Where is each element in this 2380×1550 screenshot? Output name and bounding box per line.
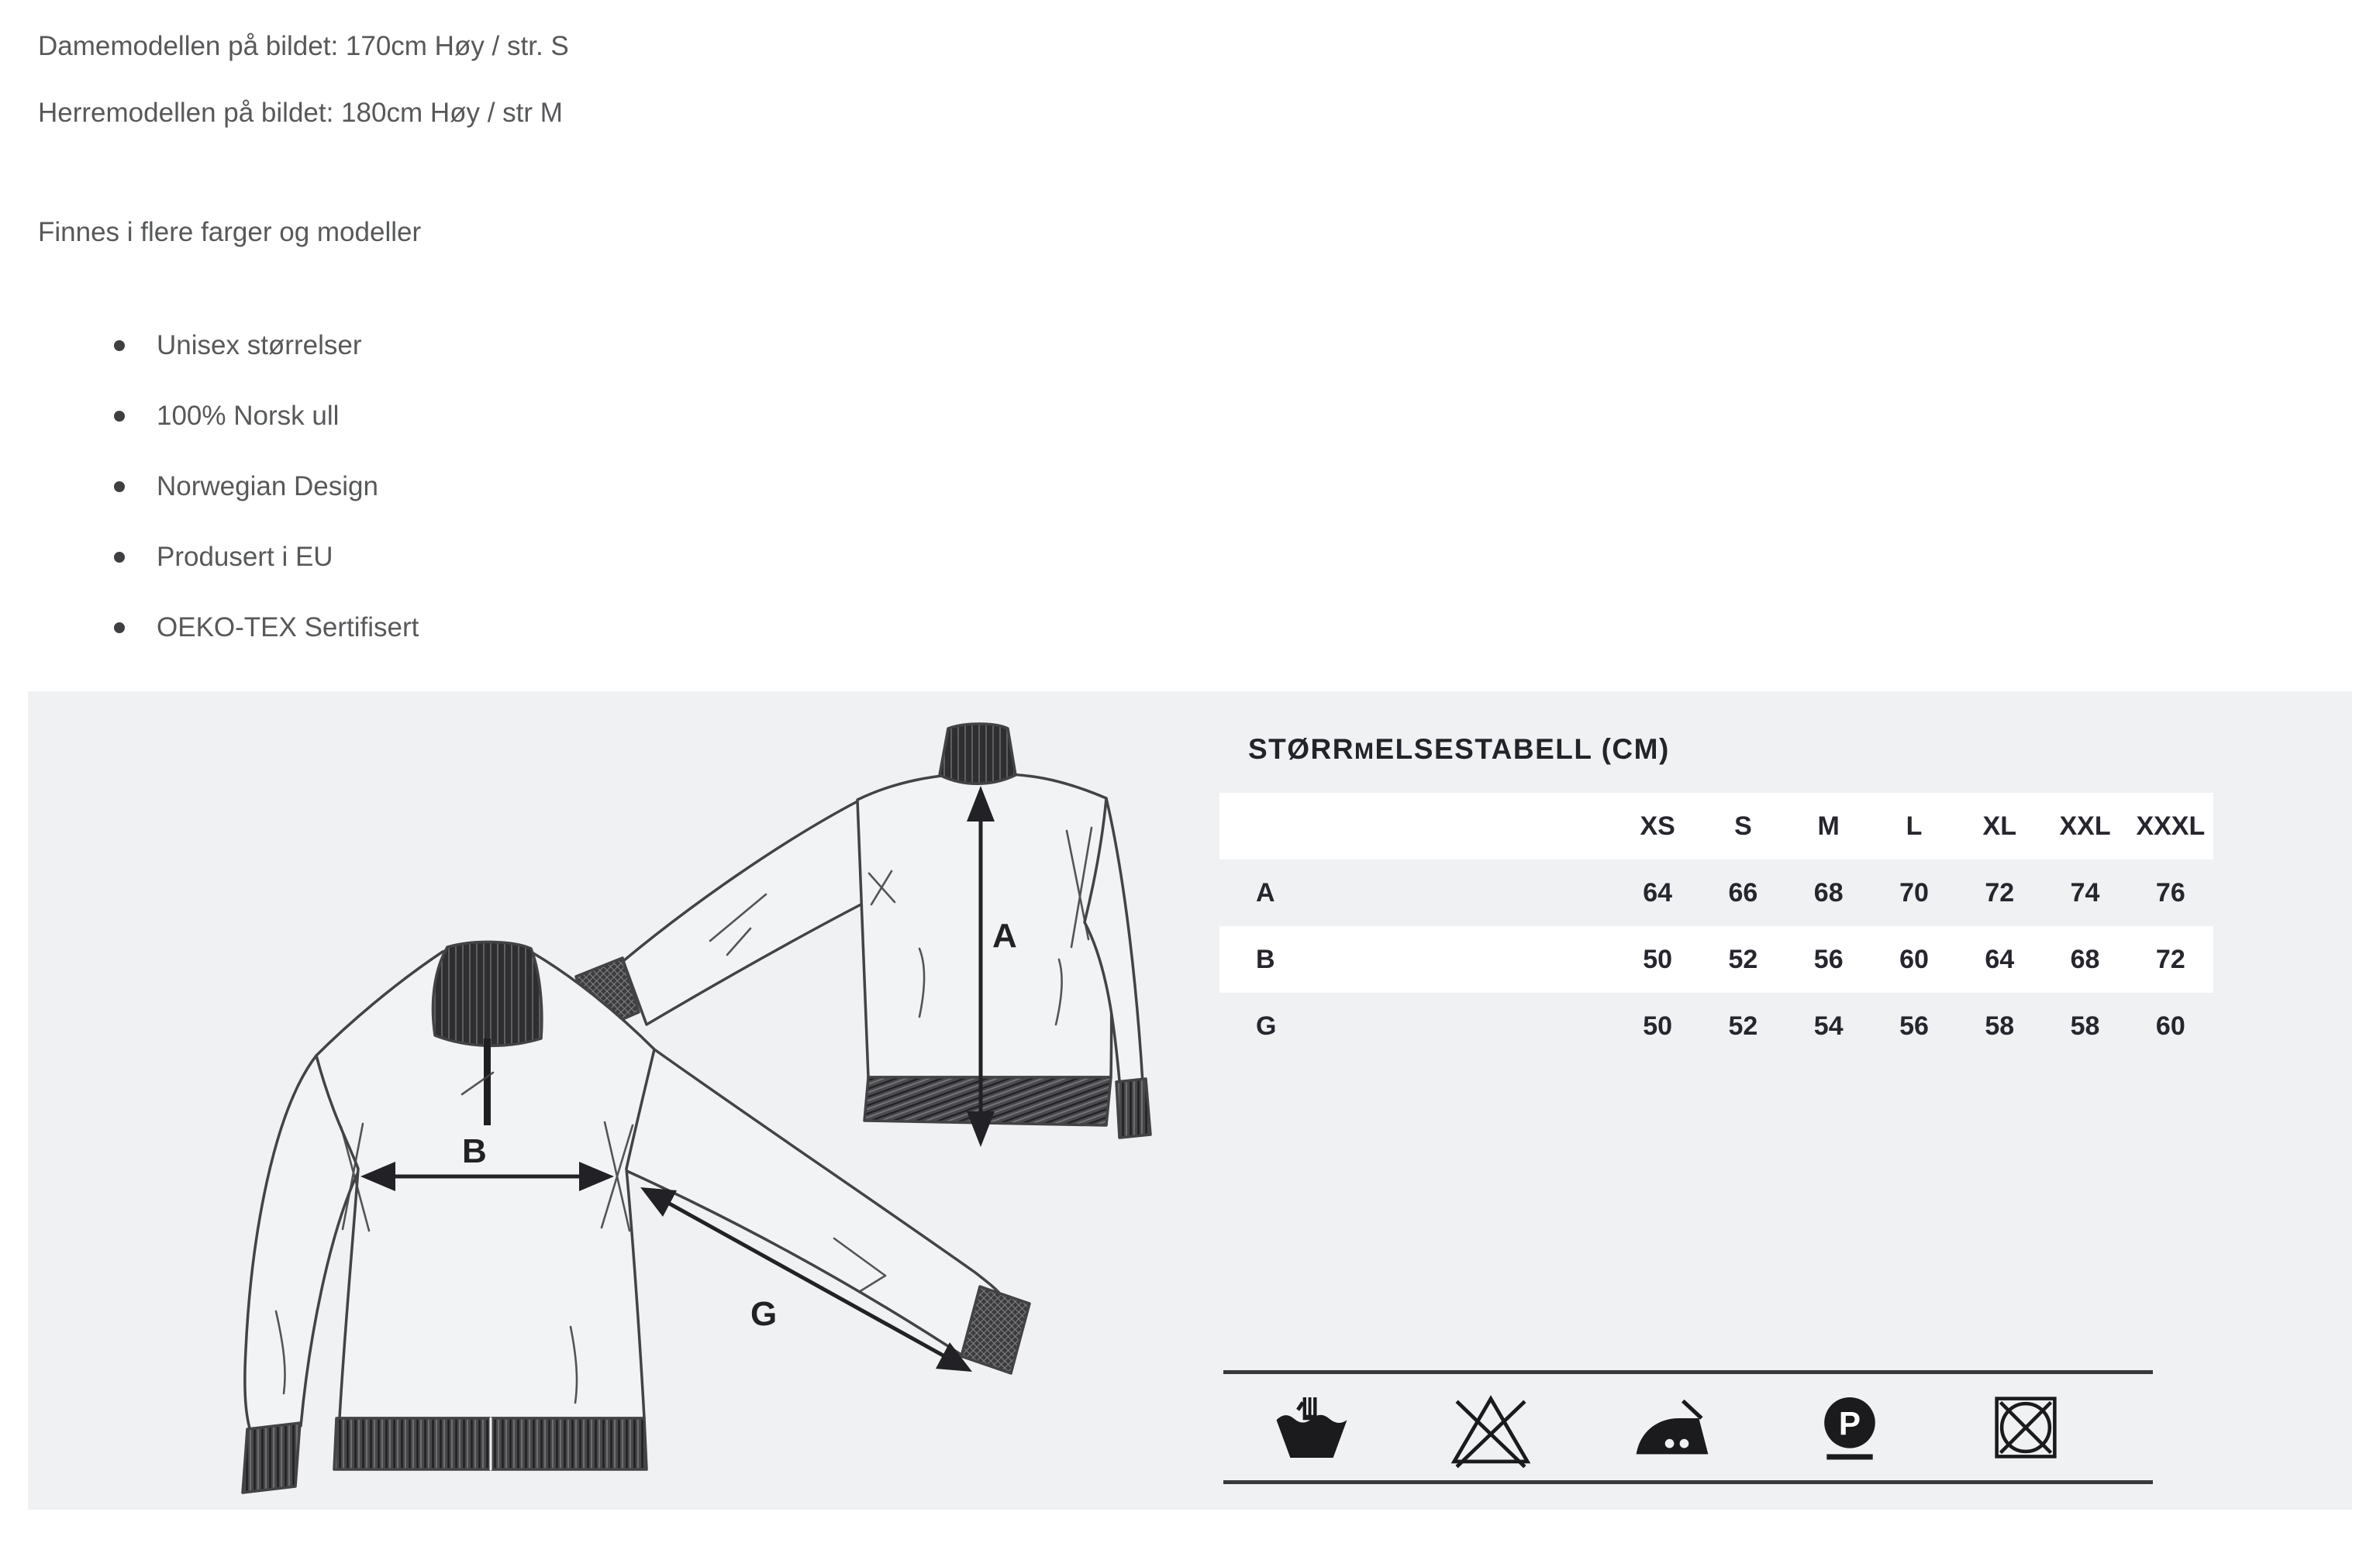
size-value-cell: 68 [2070, 944, 2100, 974]
garment-diagram [28, 691, 1191, 1510]
size-value-cell: 60 [2155, 1011, 2185, 1041]
size-table-title: STØRRMELSESTABELL (CM) [1248, 733, 1670, 765]
svg-text:P: P [1839, 1404, 1861, 1442]
size-column-header: M [1817, 811, 1840, 841]
hand-wash-icon [1271, 1385, 1352, 1470]
size-value-cell: 52 [1728, 1011, 1758, 1041]
size-value-cell: 58 [1985, 1011, 2015, 1041]
sizing-column [1219, 691, 2213, 1510]
size-value-cell: 58 [2070, 1011, 2100, 1041]
size-value-cell: 64 [1985, 944, 2015, 974]
size-column-header: XL [1982, 811, 2016, 841]
feature-item: OEKO-TEX Sertifisert [112, 611, 419, 644]
measure-label-g: G [750, 1295, 778, 1333]
size-table-header [1219, 793, 2213, 859]
feature-item: Unisex størrelser [112, 329, 419, 362]
model-info-herre: Herremodellen på bildet: 180cm Høy / str M [38, 98, 563, 128]
size-value-cell: 56 [1813, 944, 1844, 974]
measure-row-label: B [1256, 944, 1275, 974]
size-table-row [1219, 926, 2213, 993]
measure-row-label: G [1256, 1011, 1277, 1041]
size-column-header: S [1734, 811, 1752, 841]
size-value-cell: 68 [1813, 877, 1844, 908]
measure-label-b: B [462, 1132, 487, 1170]
size-column-header: XS [1640, 811, 1675, 841]
size-value-cell: 74 [2070, 877, 2100, 908]
size-value-cell: 66 [1728, 877, 1758, 908]
size-column-header: XXXL [2136, 811, 2206, 841]
feature-item: Produsert i EU [112, 540, 419, 574]
size-value-cell: 76 [2155, 877, 2185, 908]
care-strip [1223, 1370, 2153, 1484]
size-value-cell: 50 [1643, 1011, 1673, 1041]
size-column-header: XXL [2059, 811, 2111, 841]
size-table-row [1219, 993, 2213, 1059]
size-value-cell: 70 [1899, 877, 1929, 908]
size-table [1219, 793, 2213, 1059]
size-value-cell: 54 [1813, 1011, 1844, 1041]
dry-clean-p-mild-icon [1811, 1385, 1888, 1470]
size-guide-panel [28, 691, 2352, 1510]
size-value-cell: 72 [1985, 877, 2015, 908]
size-table-body [1219, 859, 2213, 1059]
size-value-cell: 64 [1643, 877, 1673, 908]
measure-label-a: A [992, 917, 1017, 955]
feature-item: Norwegian Design [112, 470, 419, 503]
iron-two-dots-icon [1630, 1385, 1715, 1470]
size-table-row [1219, 859, 2213, 926]
feature-item: 100% Norsk ull [112, 399, 419, 432]
size-value-cell: 56 [1899, 1011, 1929, 1041]
measure-row-label: A [1256, 877, 1275, 908]
size-column-header: L [1906, 811, 1923, 841]
size-value-cell: 52 [1728, 944, 1758, 974]
feature-list [112, 329, 419, 681]
model-info-dame: Damemodellen på bildet: 170cm Høy / str. S [38, 31, 569, 61]
size-value-cell: 50 [1643, 944, 1673, 974]
do-not-tumble-dry-icon [1985, 1385, 2066, 1470]
size-table-corner-cell [1219, 793, 1615, 859]
availability-text: Finnes i flere farger og modeller [38, 217, 422, 247]
size-value-cell: 72 [2155, 944, 2185, 974]
do-not-bleach-icon [1449, 1385, 1533, 1470]
size-value-cell: 60 [1899, 944, 1929, 974]
